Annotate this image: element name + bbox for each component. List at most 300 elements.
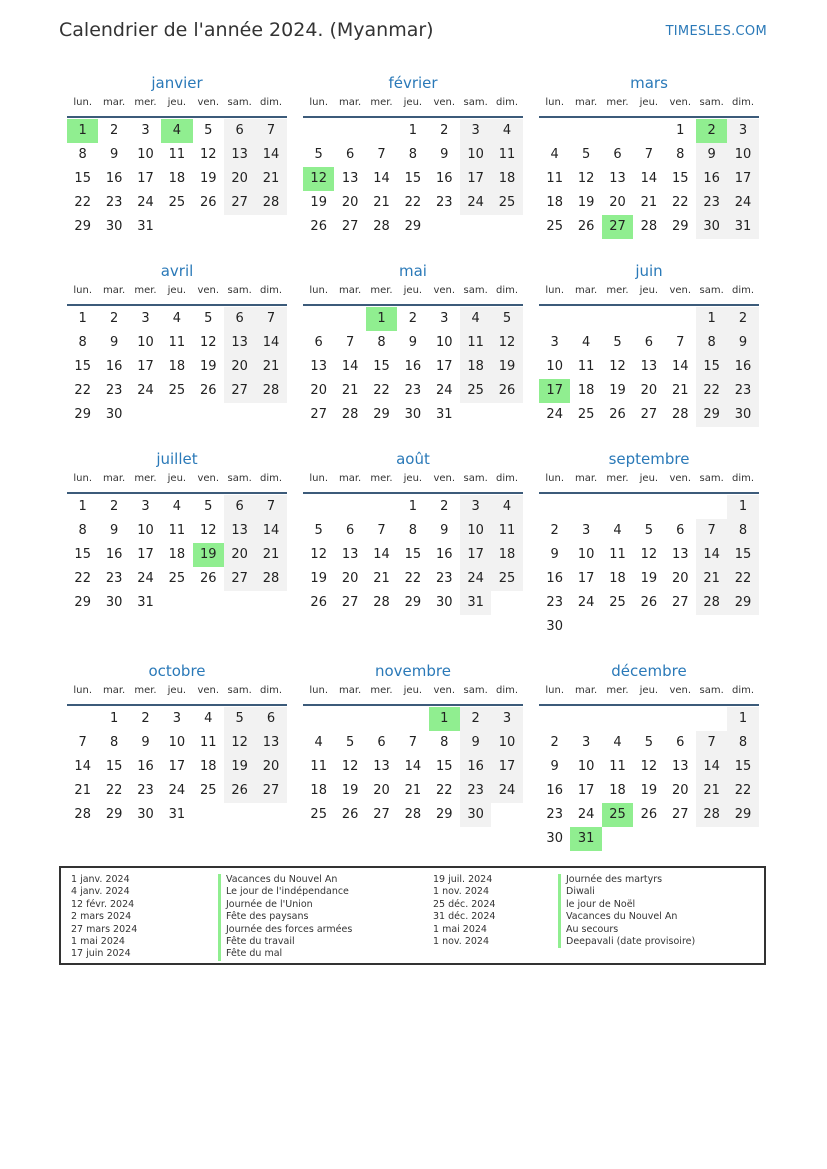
weekday-header [303, 682, 523, 706]
day-cell: 9 [141, 735, 150, 750]
day-cell: 28 [341, 407, 359, 422]
day-cell: 13 [640, 359, 658, 374]
month-name: octobre [148, 662, 206, 680]
day-cell: 5 [204, 499, 213, 514]
day-cell: 18 [546, 195, 563, 210]
weekday-label: lun. [545, 685, 565, 696]
day-cell: 16 [546, 571, 563, 586]
day-cell: 3 [141, 499, 150, 514]
weekday-label: dim. [496, 473, 519, 484]
day-cell: 7 [377, 523, 386, 538]
day-cell: 3 [581, 523, 591, 538]
weekend-cell: 16 [460, 755, 491, 779]
weekday-header [303, 94, 523, 118]
day-cell: 26 [310, 595, 327, 610]
day-cell: 5 [345, 735, 355, 750]
weekend-cell: 10 [460, 143, 491, 167]
weekend-cell: 27 [224, 379, 255, 403]
weekend-cell: 27 [224, 191, 255, 215]
day-grid [303, 707, 523, 827]
weekend-cell: 28 [696, 803, 727, 827]
weekend-cell: 31 [727, 215, 758, 239]
weekday-label: sam. [699, 473, 724, 484]
weekday-label: dim. [732, 685, 755, 696]
empty-cell [633, 707, 664, 731]
weekend-cell: 14 [696, 755, 727, 779]
day-cell: 28 [671, 407, 689, 422]
day-cell: 24 [577, 595, 595, 610]
day-cell: 19 [577, 195, 595, 210]
weekday-label: ven. [197, 97, 220, 108]
day-cell: 1 [109, 711, 119, 726]
day-cell: 14 [373, 171, 390, 186]
month-name: août [396, 450, 430, 468]
empty-cell [570, 495, 601, 519]
day-cell: 13 [341, 547, 359, 562]
day-cell: 28 [640, 219, 658, 234]
weekday-label: mer. [134, 473, 157, 484]
legend-date: 1 nov. 2024 [433, 886, 489, 898]
legend-holiday-name: Deepavali (date provisoire) [558, 936, 695, 948]
day-cell: 27 [640, 407, 658, 422]
day-cell: 12 [577, 171, 595, 186]
day-cell: 8 [109, 735, 119, 750]
weekend-cell: 20 [224, 355, 255, 379]
day-cell: 2 [141, 711, 150, 726]
day-cell: 21 [404, 783, 422, 798]
day-cell: 30 [546, 831, 563, 846]
day-cell: 9 [440, 523, 449, 538]
day-cell: 10 [137, 523, 154, 538]
day-cell: 26 [199, 571, 217, 586]
empty-cell [334, 307, 365, 331]
day-grid [67, 307, 287, 427]
empty-cell [539, 119, 570, 143]
day-cell: 29 [404, 219, 422, 234]
day-cell: 19 [199, 171, 217, 186]
day-cell: 21 [373, 195, 390, 210]
day-cell: 20 [640, 383, 658, 398]
day-cell: 29 [404, 595, 422, 610]
day-cell: 27 [341, 595, 359, 610]
weekday-label: sam. [227, 97, 252, 108]
weekday-label: mar. [338, 97, 362, 108]
day-cell: 12 [640, 759, 658, 774]
day-cell: 1 [676, 123, 685, 138]
day-cell: 11 [168, 335, 186, 350]
weekday-header [303, 282, 523, 306]
day-cell: 29 [373, 407, 390, 422]
weekend-cell: 30 [460, 803, 491, 827]
weekday-label: dim. [732, 285, 755, 296]
day-cell: 13 [671, 759, 689, 774]
day-cell: 28 [74, 807, 91, 822]
legend-holiday-name: Fête des paysans [218, 911, 352, 923]
day-cell: 6 [676, 735, 685, 750]
day-cell: 3 [172, 711, 181, 726]
weekday-label: mer. [606, 285, 629, 296]
weekend-cell: 19 [491, 355, 522, 379]
day-cell: 2 [440, 123, 449, 138]
legend-date: 1 nov. 2024 [433, 935, 489, 947]
weekday-label: mar. [102, 97, 126, 108]
day-cell: 11 [577, 359, 595, 374]
weekday-label: mer. [370, 685, 393, 696]
weekend-cell: 25 [460, 379, 491, 403]
day-cell: 21 [341, 383, 359, 398]
day-cell: 27 [671, 807, 689, 822]
day-cell: 15 [373, 359, 390, 374]
weekend-cell: 7 [696, 731, 727, 755]
day-cell: 28 [404, 807, 422, 822]
legend-holiday-name: Vacances du Nouvel An [558, 911, 695, 923]
weekend-cell: 28 [255, 379, 286, 403]
weekend-cell: 4 [491, 119, 522, 143]
weekend-cell: 20 [255, 755, 286, 779]
weekend-cell: 15 [727, 543, 758, 567]
day-cell: 17 [137, 547, 154, 562]
day-grid [303, 119, 523, 239]
day-grid [303, 307, 523, 427]
day-cell: 10 [137, 335, 154, 350]
day-cell: 19 [640, 783, 658, 798]
weekday-label: mar. [338, 685, 362, 696]
day-cell: 20 [341, 571, 359, 586]
day-cell: 22 [404, 571, 422, 586]
weekday-label: jeu. [403, 473, 423, 484]
day-cell: 10 [137, 147, 154, 162]
day-cell: 31 [137, 219, 154, 234]
day-cell: 3 [581, 735, 591, 750]
day-cell: 18 [609, 783, 626, 798]
day-cell: 15 [404, 547, 422, 562]
legend-holiday-name: Fête du travail [218, 936, 352, 948]
month-block [539, 260, 759, 427]
day-cell: 30 [435, 595, 453, 610]
empty-cell [303, 307, 334, 331]
empty-cell [696, 495, 727, 519]
legend-dates-right [433, 874, 495, 948]
weekday-label: jeu. [403, 97, 423, 108]
day-cell: 11 [546, 171, 563, 186]
day-cell: 22 [404, 195, 422, 210]
weekday-label: jeu. [403, 685, 423, 696]
weekday-label: jeu. [167, 685, 187, 696]
weekday-header [67, 94, 287, 118]
month-block [67, 448, 287, 615]
month-block [303, 448, 523, 615]
day-cell: 22 [74, 571, 91, 586]
day-cell: 18 [310, 783, 327, 798]
day-grid [539, 495, 759, 639]
day-cell: 16 [404, 359, 422, 374]
legend-date: 12 févr. 2024 [71, 898, 135, 910]
day-cell: 5 [314, 523, 323, 538]
day-cell: 25 [168, 195, 186, 210]
empty-cell [665, 707, 696, 731]
day-cell: 1 [78, 311, 87, 326]
day-cell: 11 [199, 735, 217, 750]
day-cell: 9 [550, 759, 559, 774]
day-cell: 26 [640, 807, 658, 822]
day-cell: 20 [310, 383, 327, 398]
month-name: septembre [608, 450, 690, 468]
empty-cell [539, 707, 570, 731]
day-cell: 22 [373, 383, 390, 398]
day-cell: 15 [74, 547, 91, 562]
page-title: Calendrier de l'année 2024. (Myanmar) [59, 19, 434, 41]
day-cell: 29 [671, 219, 689, 234]
empty-cell [570, 707, 601, 731]
day-cell: 20 [671, 783, 689, 798]
day-cell: 28 [373, 219, 390, 234]
day-cell: 24 [137, 195, 154, 210]
day-cell: 24 [137, 571, 154, 586]
day-cell: 15 [105, 759, 123, 774]
day-cell: 14 [373, 547, 390, 562]
day-cell: 8 [78, 147, 87, 162]
month-block [539, 72, 759, 239]
day-cell: 24 [435, 383, 453, 398]
day-cell: 17 [435, 359, 453, 374]
month-name: février [388, 74, 438, 92]
day-cell: 12 [341, 759, 359, 774]
weekend-cell: 24 [727, 191, 758, 215]
day-cell: 4 [581, 335, 591, 350]
day-cell: 9 [408, 335, 417, 350]
day-cell: 4 [172, 499, 181, 514]
weekday-label: sam. [699, 97, 724, 108]
day-cell: 6 [314, 335, 323, 350]
day-cell: 11 [609, 547, 626, 562]
month-block [303, 72, 523, 239]
weekend-cell: 9 [460, 731, 491, 755]
weekday-label: jeu. [639, 473, 659, 484]
day-cell: 1 [78, 499, 87, 514]
month-name: juillet [156, 450, 198, 468]
day-cell: 17 [137, 359, 154, 374]
weekday-label: dim. [496, 285, 519, 296]
day-cell: 8 [408, 147, 417, 162]
weekend-cell: 1 [727, 707, 758, 731]
weekend-cell: 30 [727, 403, 758, 427]
day-cell: 9 [550, 547, 559, 562]
day-cell: 13 [609, 171, 626, 186]
weekend-cell: 23 [727, 379, 758, 403]
day-grid [539, 707, 759, 851]
weekday-label: lun. [309, 97, 329, 108]
weekday-label: mar. [574, 473, 598, 484]
weekday-label: ven. [669, 285, 692, 296]
day-cell: 2 [109, 123, 119, 138]
weekday-label: dim. [260, 473, 283, 484]
weekday-label: ven. [669, 685, 692, 696]
day-cell: 13 [310, 359, 327, 374]
day-cell: 14 [671, 359, 689, 374]
day-cell: 5 [644, 523, 653, 538]
day-cell: 23 [105, 571, 123, 586]
weekend-cell: 14 [696, 543, 727, 567]
empty-cell [665, 495, 696, 519]
day-cell: 17 [577, 571, 595, 586]
day-cell: 7 [377, 147, 386, 162]
day-cell: 20 [373, 783, 390, 798]
day-cell: 17 [137, 171, 154, 186]
legend-names-right [558, 874, 695, 948]
empty-cell [67, 707, 98, 731]
empty-cell [602, 495, 633, 519]
weekend-cell: 6 [224, 495, 255, 519]
legend-holiday-name: Vacances du Nouvel An [218, 874, 352, 886]
weekend-cell: 2 [460, 707, 491, 731]
empty-cell [570, 119, 601, 143]
day-cell: 19 [609, 383, 626, 398]
day-cell: 30 [546, 619, 563, 634]
day-cell: 4 [550, 147, 559, 162]
weekend-cell: 18 [460, 355, 491, 379]
day-cell: 6 [377, 735, 386, 750]
day-cell: 18 [577, 383, 595, 398]
day-cell: 21 [671, 383, 689, 398]
day-cell: 5 [314, 147, 323, 162]
weekday-label: sam. [463, 685, 488, 696]
weekend-cell: 18 [491, 543, 522, 567]
weekend-cell: 21 [696, 779, 727, 803]
empty-cell [303, 707, 334, 731]
day-cell: 25 [546, 219, 563, 234]
weekend-cell: 7 [696, 519, 727, 543]
weekend-cell: 15 [696, 355, 727, 379]
weekday-label: jeu. [403, 285, 423, 296]
weekday-label: dim. [496, 97, 519, 108]
weekend-cell: 17 [491, 755, 522, 779]
holiday-cell: 2 [696, 119, 727, 143]
day-cell: 18 [168, 171, 186, 186]
weekend-cell: 24 [460, 567, 491, 591]
day-cell: 17 [577, 783, 595, 798]
weekend-cell: 14 [255, 331, 286, 355]
weekend-cell: 1 [727, 495, 758, 519]
empty-cell [539, 307, 570, 331]
day-cell: 17 [168, 759, 186, 774]
month-block [67, 72, 287, 239]
weekend-cell: 10 [460, 519, 491, 543]
weekday-label: ven. [433, 685, 456, 696]
day-grid [67, 707, 287, 827]
day-cell: 22 [671, 195, 689, 210]
weekday-label: lun. [73, 97, 93, 108]
day-cell: 15 [404, 171, 422, 186]
weekend-cell: 14 [255, 143, 286, 167]
weekend-cell: 24 [460, 191, 491, 215]
day-cell: 8 [377, 335, 386, 350]
day-cell: 26 [341, 807, 359, 822]
legend-date: 17 juin 2024 [71, 948, 131, 960]
day-cell: 12 [199, 523, 217, 538]
day-cell: 21 [74, 783, 91, 798]
weekend-cell: 8 [727, 731, 758, 755]
day-cell: 11 [168, 523, 186, 538]
weekend-cell: 22 [727, 779, 758, 803]
weekday-label: mar. [102, 473, 126, 484]
month-block [303, 260, 523, 427]
month-name: juin [635, 262, 663, 280]
weekend-cell: 28 [255, 191, 286, 215]
day-cell: 26 [310, 219, 327, 234]
day-cell: 16 [546, 783, 563, 798]
legend-date: 1 mai 2024 [433, 923, 487, 935]
site-link[interactable]: TIMESLES.COM [665, 24, 767, 39]
day-cell: 14 [341, 359, 359, 374]
weekend-cell: 6 [255, 707, 286, 731]
weekday-label: sam. [463, 285, 488, 296]
weekday-label: mer. [606, 97, 629, 108]
day-cell: 25 [577, 407, 595, 422]
holiday-cell: 12 [303, 167, 334, 191]
legend-holiday-name: Fête du mal [218, 948, 352, 960]
day-cell: 25 [310, 807, 327, 822]
weekend-cell: 16 [727, 355, 758, 379]
legend-date: 4 janv. 2024 [71, 886, 130, 898]
weekday-label: mer. [606, 473, 629, 484]
day-cell: 30 [105, 595, 123, 610]
day-cell: 23 [435, 571, 453, 586]
weekday-label: mar. [102, 685, 126, 696]
weekday-label: ven. [433, 285, 456, 296]
day-cell: 23 [435, 195, 453, 210]
day-cell: 25 [199, 783, 217, 798]
month-name: mars [630, 74, 668, 92]
weekend-cell: 29 [727, 803, 758, 827]
weekday-label: mer. [370, 285, 393, 296]
month-block [67, 260, 287, 427]
day-cell: 3 [550, 335, 559, 350]
weekend-cell: 21 [255, 167, 286, 191]
month-block [67, 660, 287, 827]
weekday-label: mar. [338, 473, 362, 484]
day-cell: 3 [440, 311, 449, 326]
day-cell: 26 [199, 383, 217, 398]
weekend-cell: 12 [491, 331, 522, 355]
empty-cell [602, 707, 633, 731]
day-cell: 7 [676, 335, 685, 350]
holiday-cell: 25 [602, 803, 633, 827]
day-cell: 12 [609, 359, 626, 374]
day-cell: 14 [404, 759, 422, 774]
day-cell: 19 [341, 783, 359, 798]
day-cell: 26 [577, 219, 595, 234]
legend-date: 25 déc. 2024 [433, 898, 496, 910]
day-cell: 15 [74, 359, 91, 374]
weekday-label: lun. [309, 473, 329, 484]
day-cell: 8 [408, 523, 417, 538]
weekend-cell: 2 [727, 307, 758, 331]
weekend-cell: 19 [224, 755, 255, 779]
day-cell: 7 [408, 735, 417, 750]
day-cell: 6 [345, 147, 355, 162]
legend-date: 27 mars 2024 [71, 923, 138, 935]
day-cell: 14 [74, 759, 91, 774]
day-cell: 21 [373, 571, 390, 586]
weekend-cell: 11 [491, 519, 522, 543]
weekday-header [67, 470, 287, 494]
day-cell: 12 [310, 547, 327, 562]
day-cell: 19 [199, 359, 217, 374]
weekday-label: jeu. [167, 473, 187, 484]
day-cell: 23 [546, 807, 563, 822]
day-cell: 2 [550, 523, 559, 538]
day-cell: 26 [640, 595, 658, 610]
